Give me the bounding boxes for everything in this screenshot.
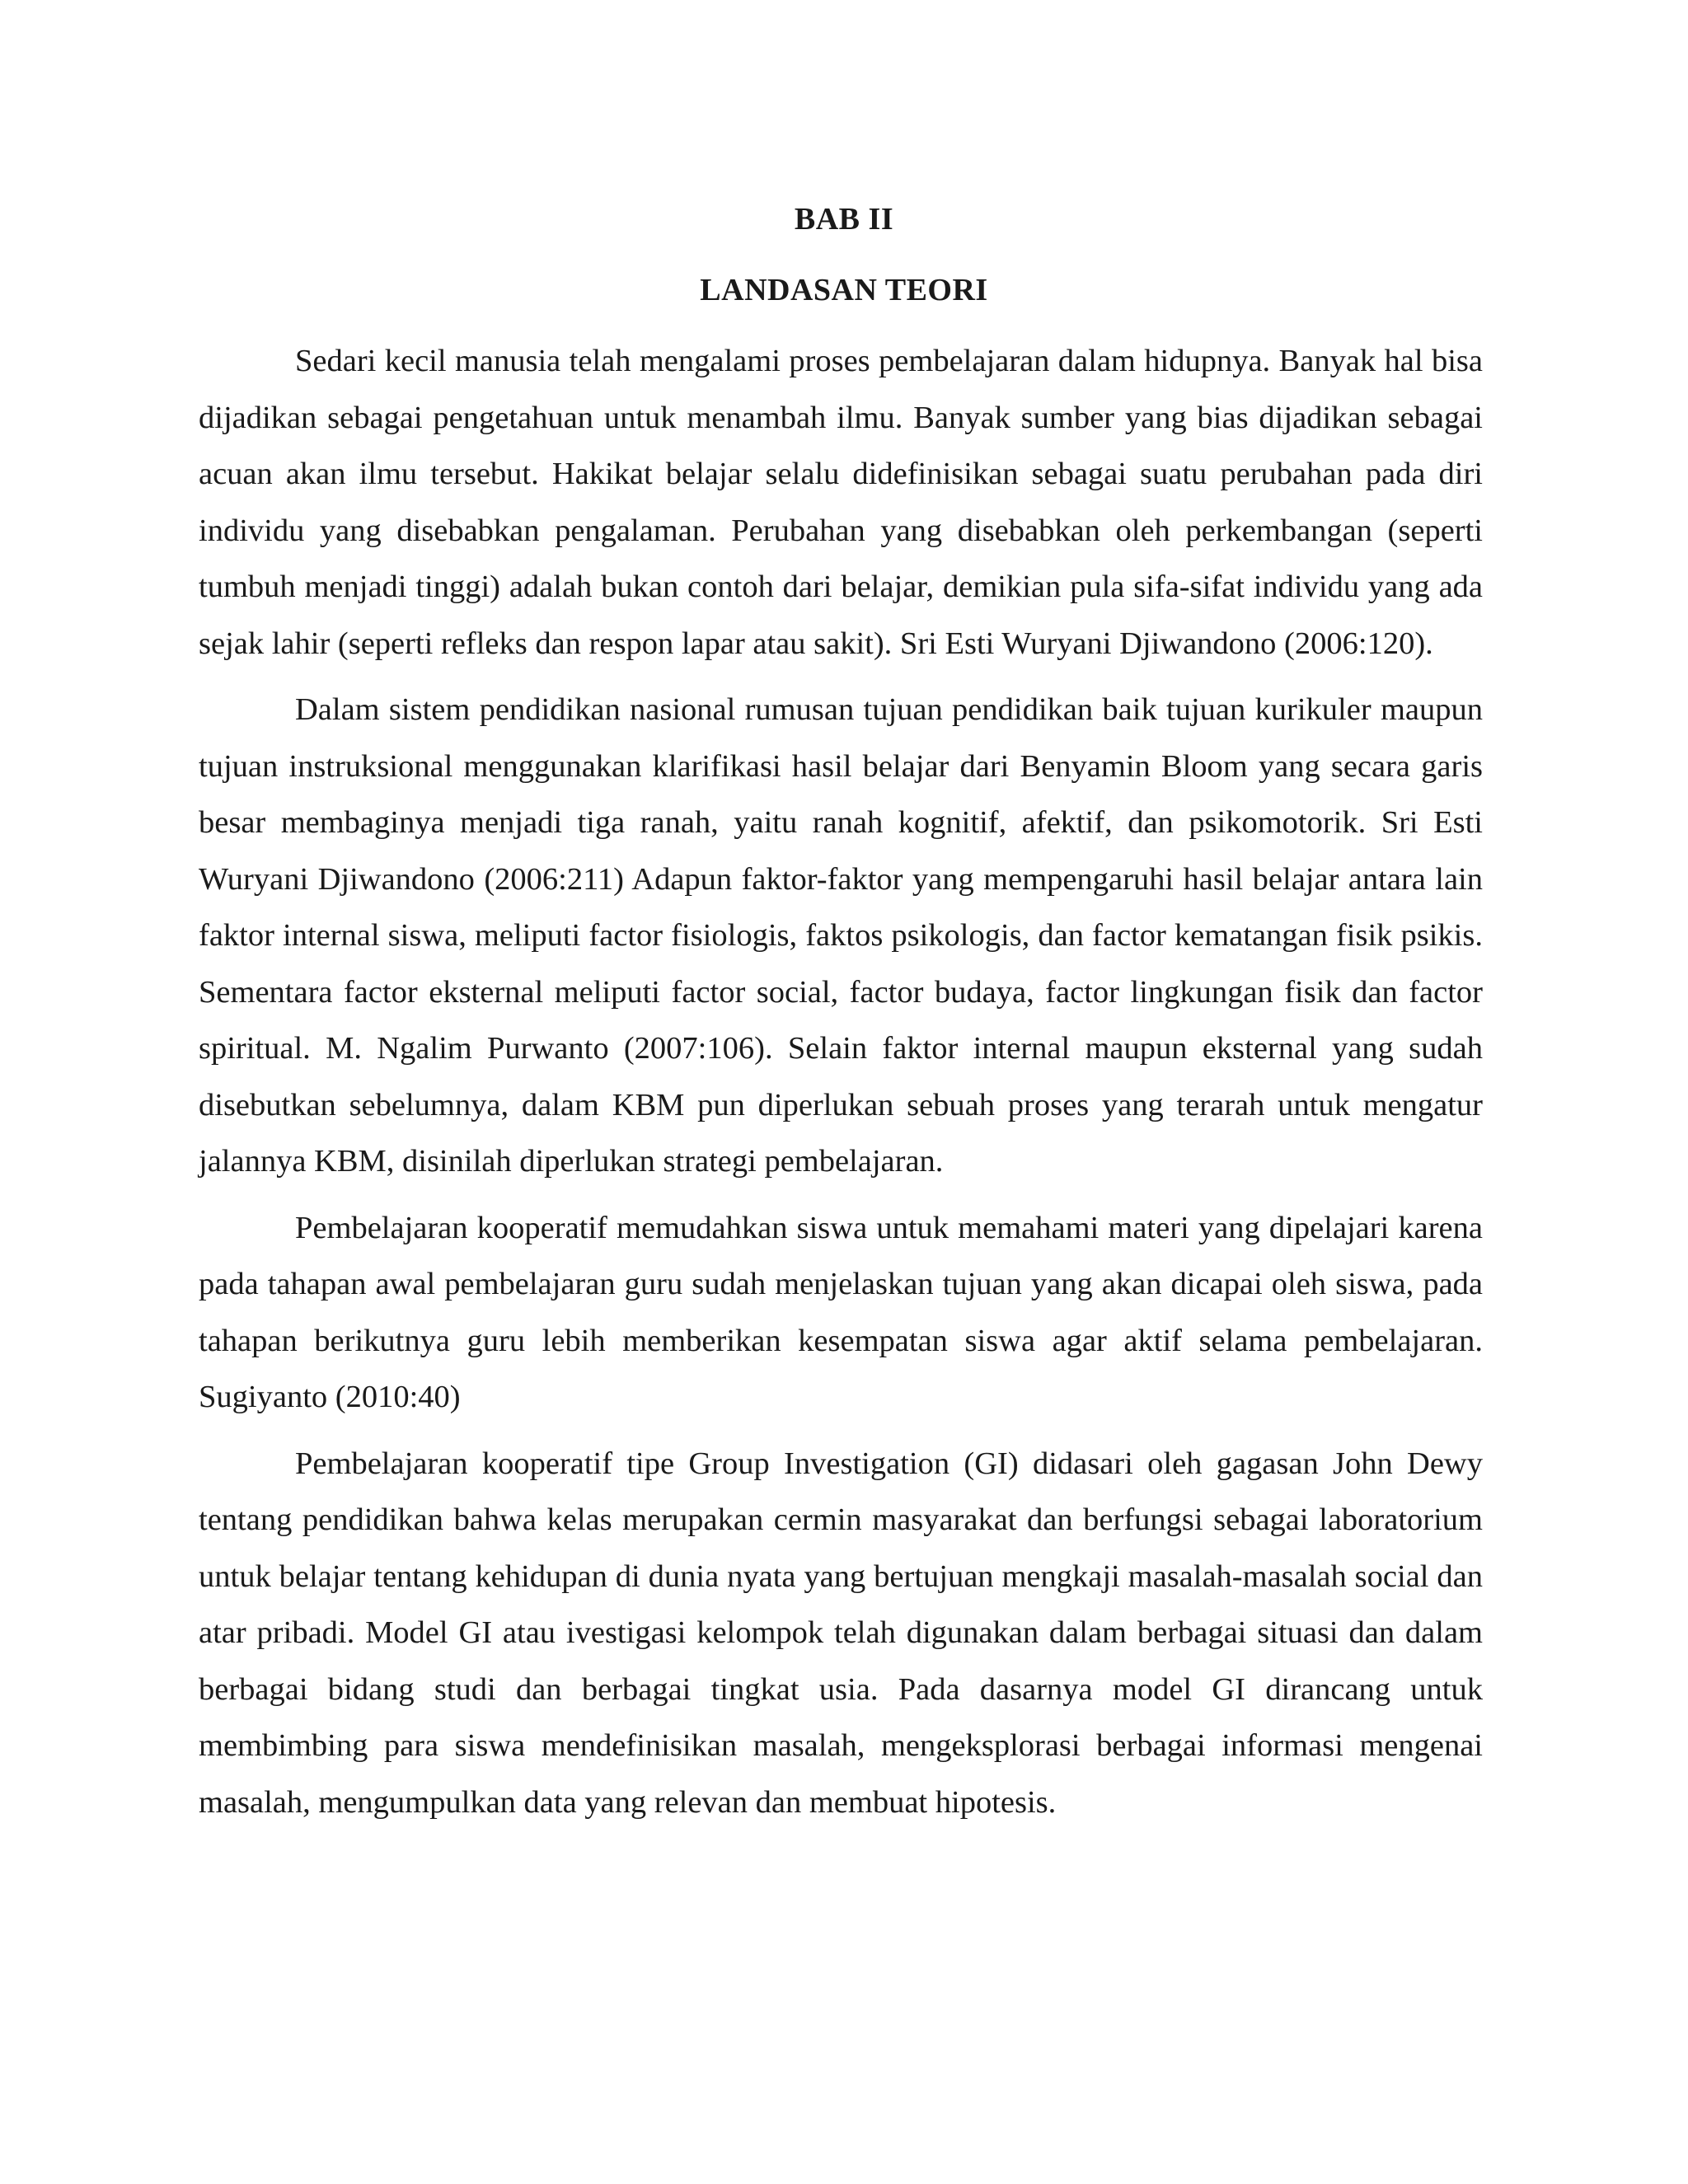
paragraph-3: Pembelajaran kooperatif memudahkan siswa untuk memahami materi yang dipelajari karena pada tahapan awal pembelajaran guru sudah menjelaskan tujuan yang akan dicapai oleh siswa, pada tahapan berikutnya guru lebih memberikan kesempatan siswa agar aktif selama pembelajaran. Sugiyanto (2010:40) xyxy=(199,1210,1483,1414)
paragraph-2: Dalam sistem pendidikan nasional rumusan tujuan pendidikan baik tujuan kurikuler maupun tujuan instruksional menggunakan klarifikasi hasil belajar dari Benyamin Bloom yang secara garis besar membaginya menjadi tiga ranah, yaitu ranah kognitif, afektif, dan psikomotorik. Sri Esti Wuryani Djiwandono (2006:211) Adapun faktor-faktor yang mempengaruhi hasil belajar antara lain faktor internal siswa, meliputi factor fisiologis, faktos psikologis, dan factor kematangan fisik psikis. Sementara factor eksternal meliputi factor social, factor budaya, factor lingkungan fisik dan factor spiritual. M. Ngalim Purwanto (2007:106). Selain faktor internal maupun eksternal yang sudah disebutkan sebelumnya, dalam KBM pun diperlukan sebuah proses yang terarah untuk mengatur jalannya KBM, disinilah diperlukan strategi pembelajaran. xyxy=(199,692,1483,1179)
chapter-heading: BAB II xyxy=(794,202,894,237)
body-text xyxy=(199,333,1483,1840)
paragraph-4: Pembelajaran kooperatif tipe Group Investigation (GI) didasari oleh gagasan John Dewy tentang pendidikan bahwa kelas merupakan cermin masyarakat dan berfungsi sebagai laboratorium untuk belajar tentang kehidupan di dunia nyata yang bertujuan mengkaji masalah-masalah social dan atar pribadi. Model GI atau ivestigasi kelompok telah digunakan dalam berbagai situasi dan dalam berbagai bidang studi dan berbagai tingkat usia. Pada dasarnya model GI dirancang untuk membimbing para siswa mendefinisikan masalah, mengeksplorasi berbagai informasi mengenai masalah, mengumpulkan data yang relevan dan membuat hipotesis. xyxy=(199,1446,1483,1820)
chapter-title: LANDASAN TEORI xyxy=(700,273,988,307)
paragraph-1: Sedari kecil manusia telah mengalami proses pembelajaran dalam hidupnya. Banyak hal bisa dijadikan sebagai pengetahuan untuk menambah ilmu. Banyak sumber yang bias dijadikan sebagai acuan akan ilmu tersebut. Hakikat belajar selalu didefinisikan sebagai suatu perubahan pada diri individu yang disebabkan pengalaman. Perubahan yang disebabkan oleh perkembangan (seperti tumbuh menjadi tinggi) adalah bukan contoh dari belajar, demikian pula sifa-sifat individu yang ada sejak lahir (seperti refleks dan respon lapar atau sakit). Sri Esti Wuryani Djiwandono (2006:120). xyxy=(199,344,1483,661)
